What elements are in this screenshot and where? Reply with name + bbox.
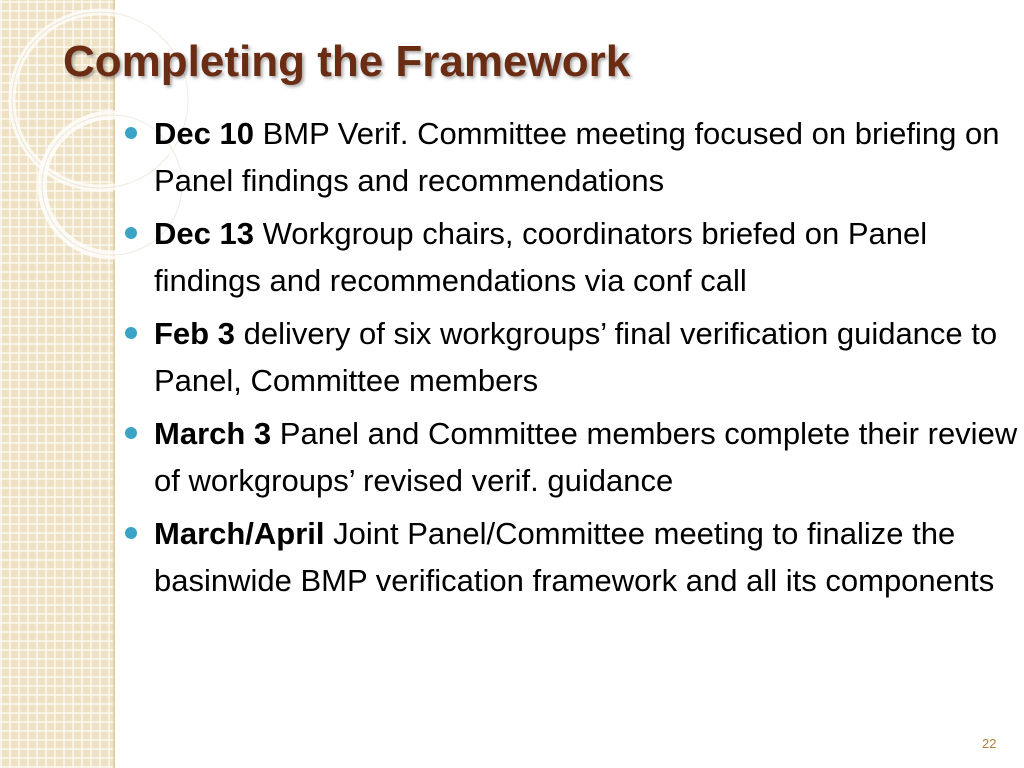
bullet-text: BMP Verif. Committee meeting focused on briefing on Panel findings and recommendations <box>154 116 1000 198</box>
bullet-dot-icon <box>125 427 137 439</box>
bullet-date: Dec 10 <box>154 116 254 151</box>
bullet-list <box>123 110 1018 610</box>
bullet-item <box>123 510 1018 604</box>
page-number: 22 <box>982 736 997 751</box>
bullet-item <box>123 110 1018 204</box>
slide-title: Completing the Framework <box>63 37 631 86</box>
bullet-dot-icon <box>125 227 137 239</box>
bullet-dot-icon <box>125 327 137 339</box>
bullet-date: Dec 13 <box>154 216 254 251</box>
bullet-text: Panel and Committee members complete their review of workgroups’ revised verif. guidance <box>154 416 1018 498</box>
bullet-text: Workgroup chairs, coordinators briefed on Panel findings and recommendations via conf call <box>154 216 928 298</box>
bullet-dot-icon <box>125 127 137 139</box>
bullet-dot-icon <box>125 527 137 539</box>
bullet-item <box>123 210 1018 304</box>
bullet-date: March/April <box>154 516 325 551</box>
bullet-item <box>123 310 1018 404</box>
bullet-date: Feb 3 <box>154 316 235 351</box>
bullet-item <box>123 410 1018 504</box>
bullet-text: Joint Panel/Committee meeting to finalize the basinwide BMP verification framework and all its components <box>154 516 995 598</box>
bullet-date: March 3 <box>154 416 272 451</box>
bullet-text: delivery of six workgroups’ final verification guidance to Panel, Committee members <box>154 316 998 398</box>
